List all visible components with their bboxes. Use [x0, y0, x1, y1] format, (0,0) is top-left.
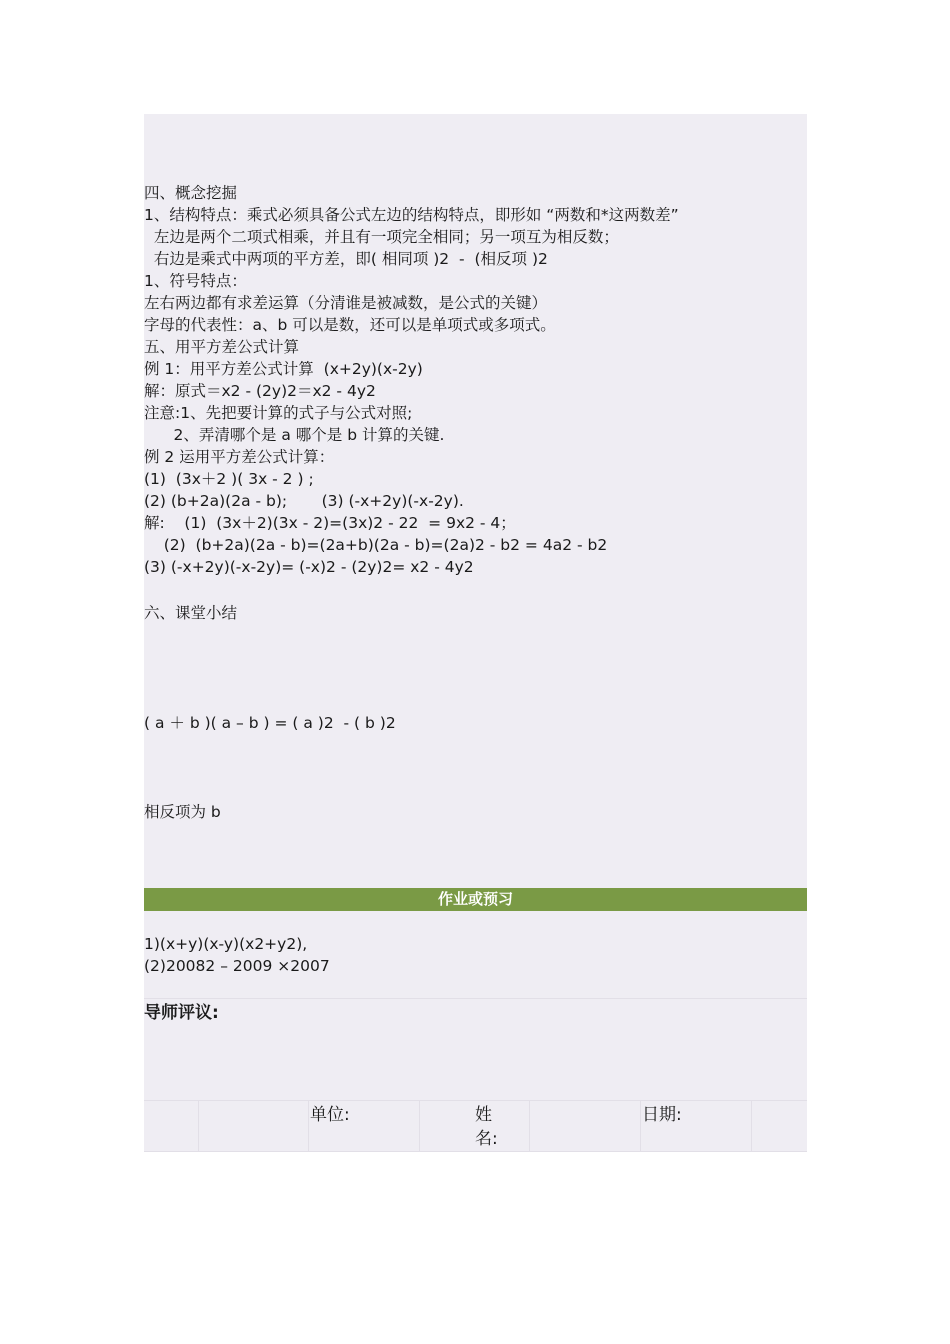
solution-3: (3) (-x+2y)(-x-2y)= (-x)2 - (2y)2= x2 - 4y2	[144, 558, 474, 576]
name-label-1: 姓	[475, 1105, 492, 1125]
sign-feature: 1、符号特点：	[144, 272, 247, 290]
example-1: 例 1：用平方差公式计算 (x+2y)(x-2y)	[144, 360, 423, 378]
footer-col-divider	[529, 1100, 530, 1152]
summary-formula: ( a ＋ b )( a – b ) = ( a )2 - ( b )2	[144, 714, 396, 732]
footer-col-divider	[419, 1100, 420, 1152]
example-2: 例 2 运用平方差公式计算：	[144, 448, 335, 466]
example-2-part-2-3: (2) (b+2a)(2a - b); (3) (-x+2y)(-x-2y).	[144, 492, 464, 510]
name-label-2: 名:	[475, 1129, 498, 1149]
footer-divider-top	[144, 1100, 807, 1101]
structure-feature: 1、结构特点：乘式必须具备公式左边的结构特点，即形如 “两数和*这两数差”	[144, 206, 679, 224]
example-1-solution: 解：原式＝x2 - (2y)2＝x2 - 4y2	[144, 382, 376, 400]
section-calc-heading: 五、用平方差公式计算	[144, 338, 300, 356]
footer-col-divider	[198, 1100, 199, 1152]
left-side-note: 左边是两个二项式相乘，并且有一项完全相同；另一项互为相反数；	[144, 228, 619, 246]
solution-1: 解: (1) (3x＋2)(3x - 2)=(3x)2 - 22 = 9x2 - 4；	[144, 514, 516, 532]
section-concept-heading: 四、概念挖掘	[144, 184, 238, 202]
review-label: 导师评议:	[144, 1003, 219, 1023]
footer-divider-bottom	[144, 1151, 807, 1152]
unit-label: 单位:	[310, 1105, 350, 1125]
attention-note-2: 2、弄清哪个是 a 哪个是 b 计算的关键.	[144, 426, 445, 444]
attention-note-1: 注意:1、先把要计算的式子与公式对照;	[144, 404, 413, 422]
opposite-term-note: 相反项为 b	[144, 803, 221, 821]
footer-col-divider	[308, 1100, 309, 1152]
homework-banner: 作业或预习	[144, 888, 807, 911]
right-side-note: 右边是乘式中两项的平方差，即( 相同项 )2 - (相反项 )2	[144, 250, 548, 268]
summary-heading: 六、课堂小结	[144, 604, 238, 622]
letter-representation: 字母的代表性：a、b 可以是数，还可以是单项式或多项式。	[144, 316, 556, 334]
footer-col-divider	[640, 1100, 641, 1152]
homework-item-1: 1)(x+y)(x-y)(x2+y2),	[144, 935, 308, 953]
date-label: 日期:	[642, 1105, 682, 1125]
footer-col-divider	[751, 1100, 752, 1152]
difference-note: 左右两边都有求差运算（分清谁是被减数，是公式的关键）	[144, 294, 548, 312]
homework-item-2: (2)20082 – 2009 ×2007	[144, 957, 330, 975]
example-2-part-1: (1) (3x＋2 )( 3x - 2 ) ;	[144, 470, 314, 488]
solution-2: (2) (b+2a)(2a - b)=(2a+b)(2a - b)=(2a)2 - b2 = 4a2 - b2	[144, 536, 608, 554]
divider	[144, 998, 807, 999]
